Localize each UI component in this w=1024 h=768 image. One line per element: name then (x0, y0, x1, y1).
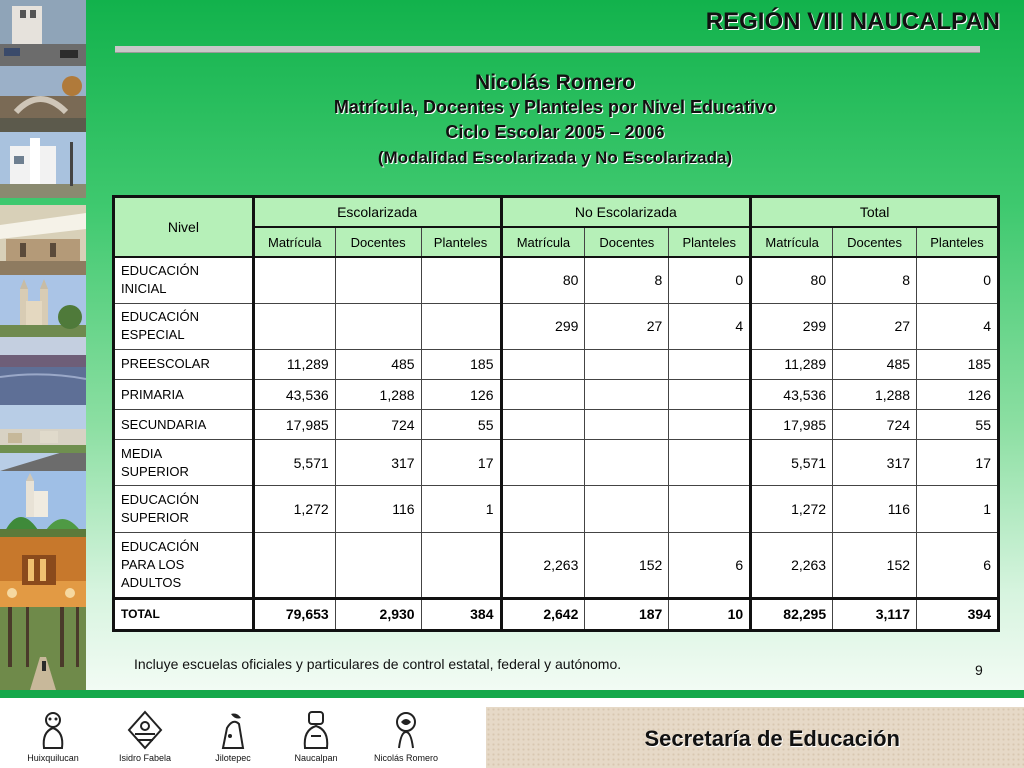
value-cell: 55 (917, 410, 999, 440)
value-cell: 2,263 (501, 532, 585, 598)
level-label-line: ADULTOS (121, 574, 182, 590)
value-cell: 11,289 (253, 349, 335, 379)
plaza-photo (0, 205, 86, 275)
group-header-total: Total (751, 197, 999, 228)
level-label-line: PREESCOLAR (121, 356, 210, 372)
table-group-header-row (114, 197, 999, 228)
level-label-line: EDUCACIÓN (121, 263, 200, 279)
level-cell (114, 257, 254, 303)
level-cell (114, 379, 254, 409)
slide-title-block (86, 70, 1024, 170)
subheader-cell: Matrícula (751, 227, 833, 257)
level-cell (114, 410, 254, 440)
municipality-nicolas-romero (371, 710, 441, 763)
level-label-line: SUPERIOR (121, 509, 189, 525)
value-cell: 80 (501, 257, 585, 303)
value-cell: 5,571 (253, 440, 335, 486)
value-cell: 11,289 (751, 349, 833, 379)
value-cell (253, 303, 335, 349)
value-cell: 4 (917, 303, 999, 349)
value-cell: 299 (501, 303, 585, 349)
value-cell (669, 440, 751, 486)
table-row (114, 257, 999, 303)
value-cell: 299 (751, 303, 833, 349)
value-cell: 152 (833, 532, 917, 598)
town-hall-photo (0, 0, 86, 66)
title-divider (115, 46, 980, 53)
value-cell: 185 (421, 349, 501, 379)
value-cell: 6 (669, 532, 751, 598)
modality-note: (Modalidad Escolarizada y No Escolarizada) (377, 148, 733, 167)
footnote: Incluye escuelas oficiales y particulares de control estatal, federal y autónomo. (134, 656, 622, 672)
huixquilucan-glyph-icon (38, 710, 68, 750)
value-cell: 17 (917, 440, 999, 486)
value-cell: 2,263 (751, 532, 833, 598)
table-row (114, 303, 999, 349)
white-building-photo (0, 132, 86, 198)
level-label-line: PARA LOS (121, 556, 185, 572)
value-cell: 79,653 (253, 598, 335, 630)
value-cell: 3,117 (833, 598, 917, 630)
value-cell (253, 257, 335, 303)
value-cell (669, 486, 751, 532)
level-label-line: TOTAL (121, 607, 160, 622)
table-row (114, 486, 999, 532)
naucalpan-glyph-icon (301, 710, 331, 750)
value-cell: 27 (585, 303, 669, 349)
value-cell: 187 (585, 598, 669, 630)
value-cell (335, 303, 421, 349)
value-cell: 1,272 (253, 486, 335, 532)
road-photo (0, 405, 86, 471)
value-cell (335, 532, 421, 598)
value-cell: 2,930 (335, 598, 421, 630)
bridge-photo (0, 66, 86, 132)
group-header-escolarizada: Escolarizada (253, 197, 501, 228)
municipality-label: Naucalpan (294, 753, 338, 763)
value-cell: 2,642 (501, 598, 585, 630)
level-cell (114, 349, 254, 379)
garden-church-photo (0, 471, 86, 537)
municipality-label: Huixquilucan (27, 753, 79, 763)
level-label-line: EDUCACIÓN (121, 491, 200, 507)
value-cell: 27 (833, 303, 917, 349)
isidro-fabela-glyph-icon (127, 710, 163, 750)
level-cell (114, 486, 254, 532)
region-title: REGIÓN VIII NAUCALPAN (705, 8, 1000, 35)
table-row (114, 532, 999, 598)
value-cell (585, 440, 669, 486)
value-cell: 126 (421, 379, 501, 409)
municipality-label: Jilotepec (215, 753, 251, 763)
value-cell: 1 (421, 486, 501, 532)
value-cell: 485 (335, 349, 421, 379)
value-cell (585, 410, 669, 440)
group-header-no-escolarizada: No Escolarizada (501, 197, 751, 228)
value-cell: 17,985 (751, 410, 833, 440)
value-cell: 317 (833, 440, 917, 486)
slide-subtitle: Matrícula, Docentes y Planteles por Nivel Educativo (333, 97, 777, 117)
value-cell: 0 (669, 257, 751, 303)
value-cell: 394 (917, 598, 999, 630)
level-label-line: PRIMARIA (121, 386, 184, 402)
value-cell (421, 532, 501, 598)
value-cell: 8 (833, 257, 917, 303)
church-photo (0, 275, 86, 337)
photo-strip (0, 0, 86, 690)
subheader-cell: Docentes (833, 227, 917, 257)
subheader-cell: Planteles (421, 227, 501, 257)
value-cell (335, 257, 421, 303)
level-cell (114, 598, 254, 630)
value-cell (421, 303, 501, 349)
slide-title: Nicolás Romero (475, 71, 635, 94)
value-cell (669, 379, 751, 409)
value-cell: 126 (917, 379, 999, 409)
table-row (114, 410, 999, 440)
municipality-naucalpan (281, 710, 351, 763)
subheader-cell: Matrícula (501, 227, 585, 257)
footer-divider (0, 690, 1024, 698)
level-label-line: EDUCACIÓN (121, 309, 200, 325)
value-cell: 55 (421, 410, 501, 440)
value-cell: 1 (917, 486, 999, 532)
municipality-label: Nicolás Romero (373, 753, 439, 763)
subheader-cell: Docentes (335, 227, 421, 257)
value-cell (585, 486, 669, 532)
value-cell: 317 (335, 440, 421, 486)
subheader-cell: Docentes (585, 227, 669, 257)
value-cell (501, 379, 585, 409)
value-cell: 6 (917, 532, 999, 598)
nivel-header: Nivel (114, 197, 254, 258)
sculpture-photo (0, 537, 86, 607)
lake-photo (0, 337, 86, 405)
value-cell: 4 (669, 303, 751, 349)
value-cell: 384 (421, 598, 501, 630)
value-cell: 5,571 (751, 440, 833, 486)
page-number: 9 (975, 662, 983, 678)
value-cell (669, 410, 751, 440)
table-row (114, 440, 999, 486)
value-cell: 116 (335, 486, 421, 532)
value-cell: 1,288 (335, 379, 421, 409)
level-cell (114, 303, 254, 349)
level-cell (114, 532, 254, 598)
value-cell (585, 379, 669, 409)
level-label-line: SECUNDARIA (121, 416, 207, 432)
value-cell: 485 (833, 349, 917, 379)
value-cell: 724 (335, 410, 421, 440)
value-cell (421, 257, 501, 303)
secretaria-title: Secretaría de Educación (644, 726, 900, 751)
value-cell (501, 486, 585, 532)
level-label-line: ESPECIAL (121, 327, 185, 343)
municipality-jilotepec (198, 710, 268, 763)
forest-path-photo (0, 607, 86, 690)
value-cell: 8 (585, 257, 669, 303)
subheader-cell: Matrícula (253, 227, 335, 257)
subheader-cell: Planteles (917, 227, 999, 257)
table-body (114, 257, 999, 631)
value-cell: 17,985 (253, 410, 335, 440)
level-label-line: MEDIA (121, 445, 163, 461)
level-label-line: EDUCACIÓN (121, 538, 200, 554)
school-cycle: Ciclo Escolar 2005 – 2006 (445, 122, 665, 142)
value-cell: 1,288 (833, 379, 917, 409)
value-cell: 152 (585, 532, 669, 598)
value-cell: 1,272 (751, 486, 833, 532)
table-total-row (114, 598, 999, 630)
jilotepec-glyph-icon (217, 710, 249, 750)
level-label-line: INICIAL (121, 281, 167, 297)
value-cell: 80 (751, 257, 833, 303)
value-cell: 116 (833, 486, 917, 532)
value-cell (501, 349, 585, 379)
subheader-cell: Planteles (669, 227, 751, 257)
table-row (114, 349, 999, 379)
value-cell: 10 (669, 598, 751, 630)
education-stats-table (112, 195, 1000, 632)
value-cell (669, 349, 751, 379)
value-cell: 43,536 (253, 379, 335, 409)
value-cell (501, 410, 585, 440)
value-cell (253, 532, 335, 598)
value-cell: 17 (421, 440, 501, 486)
value-cell: 82,295 (751, 598, 833, 630)
value-cell (585, 349, 669, 379)
table-row (114, 379, 999, 409)
level-cell (114, 440, 254, 486)
value-cell: 724 (833, 410, 917, 440)
level-label-line: SUPERIOR (121, 463, 189, 479)
municipality-isidro-fabela (110, 710, 180, 763)
municipality-huixquilucan (18, 710, 88, 763)
nicolas-romero-glyph-icon (391, 710, 421, 750)
value-cell: 185 (917, 349, 999, 379)
value-cell: 43,536 (751, 379, 833, 409)
value-cell (501, 440, 585, 486)
value-cell: 0 (917, 257, 999, 303)
municipality-label: Isidro Fabela (118, 753, 172, 763)
